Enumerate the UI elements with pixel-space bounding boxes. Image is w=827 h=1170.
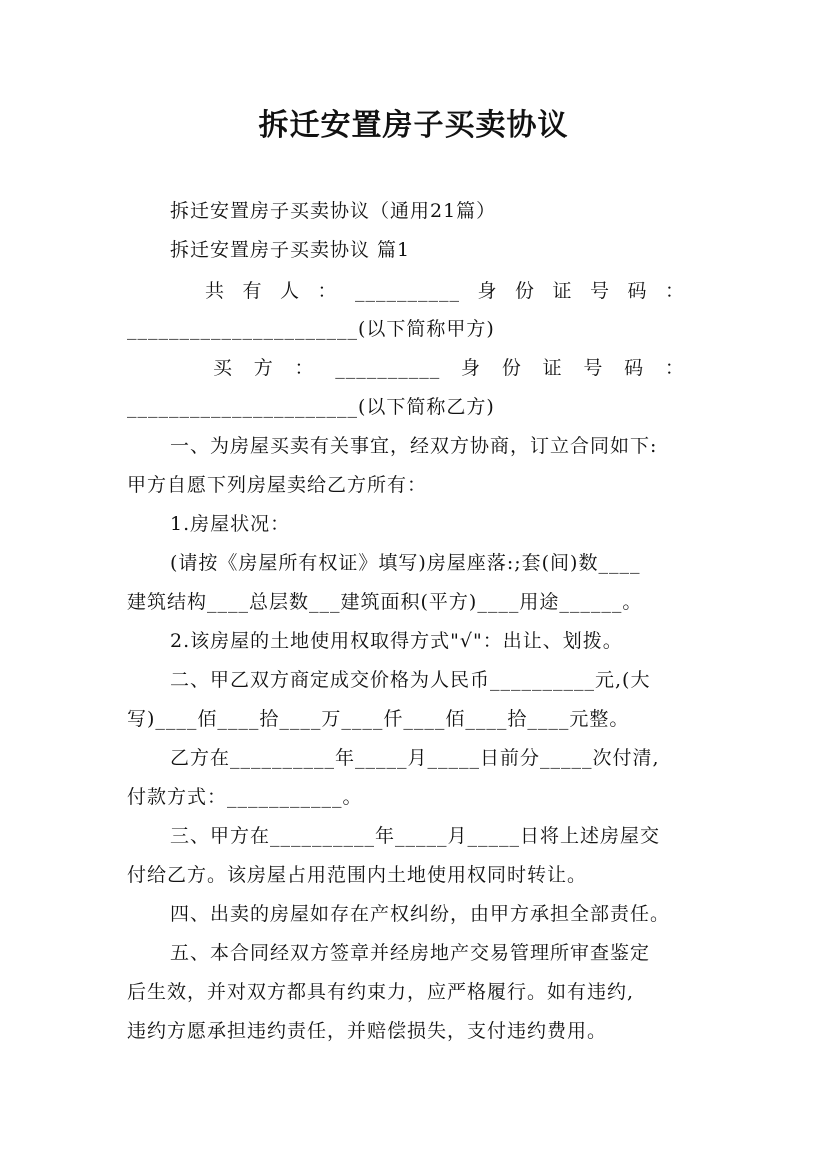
clause-2-text: 付款方式：___________。 [127,786,363,808]
owner-char: 份 [514,280,535,302]
buyer-char: ： [294,357,315,379]
owner-continuation: ______________________(以下简称甲方) [127,318,495,340]
owner-char: ： [664,280,685,302]
document-subtitle: 拆迁安置房子买卖协议（通用21篇） [170,200,497,222]
buyer-char: 码 [624,357,645,379]
clause-5-text: 违约方愿承担违约责任，并赔偿损失，支付违约费用。 [127,1020,608,1042]
clause-1-text: 甲方自愿下列房屋卖给乙方所有： [127,474,428,496]
owner-char: 有 [242,280,263,302]
item-1-text: 建筑结构____总层数___建筑面积(平方)____用途______。 [127,591,643,613]
owner-char: 码 [627,280,648,302]
clause-5-text: 五、本合同经双方签章并经房地产交易管理所审查鉴定 [170,942,651,964]
item-1-text: (请按《房屋所有权证》填写)房屋座落:;套(间)数____ [170,552,641,574]
clause-5-text: 后生效，并对双方都具有约束力，应严格履行。如有违约, [127,981,635,1003]
clause-2-text: 乙方在__________年_____月_____日前分_____次付清, [170,747,660,769]
item-2-text: 2.该房屋的土地使用权取得方式"√"：出让、划拨。 [170,630,623,652]
buyer-continuation: ______________________(以下简称乙方) [127,396,495,418]
owner-char: ： [317,280,338,302]
owner-char: 证 [552,280,573,302]
clause-4-text: 四、出卖的房屋如存在产权纠纷，由甲方承担全部责任。 [170,903,671,925]
clause-1-text: 一、为房屋买卖有关事宜，经双方协商，订立合同如下: [170,435,658,457]
buyer-char: 身 [461,357,482,379]
clause-2-text: 二、甲乙双方商定成交价格为人民币__________元,(大 [170,669,651,691]
buyer-char: 证 [542,357,563,379]
clause-3-text: 三、甲方在__________年_____月_____日将上述房屋交 [170,825,661,847]
buyer-char: 号 [583,357,604,379]
clause-3-text: 付给乙方。该房屋占用范围内土地使用权同时转让。 [127,864,588,886]
owner-char: 人 [280,280,301,302]
buyer-line [213,355,685,381]
owner-line [205,278,685,304]
buyer-char: 买 [213,357,234,379]
buyer-char: 方 [253,357,274,379]
owner-char: 共 [205,280,226,302]
buyer-char: ： [664,357,685,379]
clause-2-text: 写)____佰____拾____万____仟____佰____拾____元整。 [127,708,630,730]
owner-char: 身 [477,280,498,302]
owner-name-blank: __________ [355,280,460,302]
document-title: 拆迁安置房子买卖协议 [258,108,569,143]
buyer-name-blank: __________ [335,357,441,379]
buyer-char: 份 [501,357,522,379]
item-1-heading: 1.房屋状况： [170,513,291,535]
section-heading: 拆迁安置房子买卖协议 篇1 [170,239,411,261]
owner-char: 号 [589,280,610,302]
